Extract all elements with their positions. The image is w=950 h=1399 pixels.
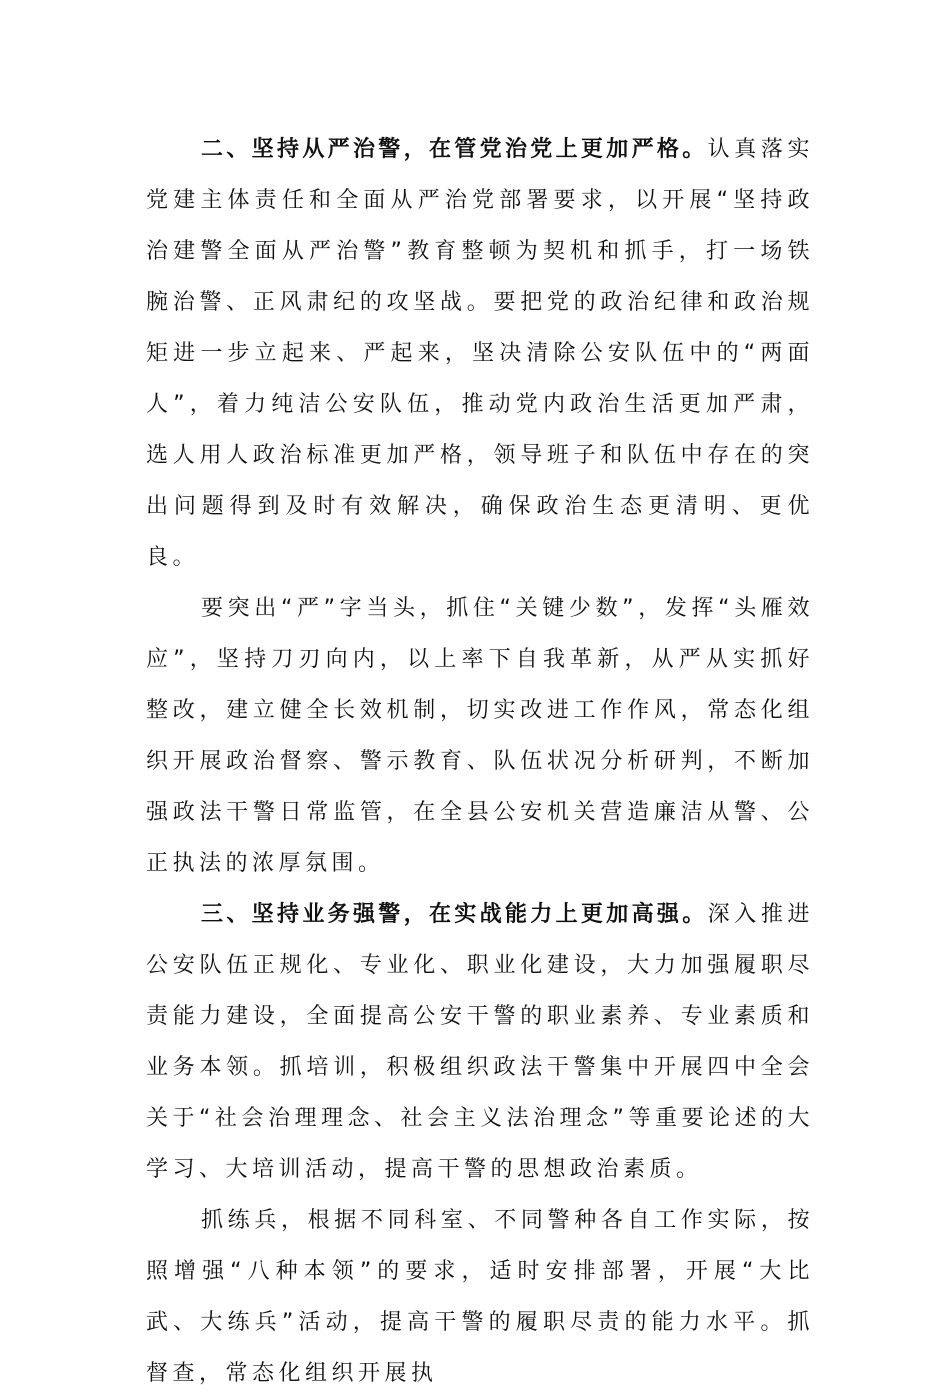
paragraph-section-three xyxy=(146,889,814,1195)
paragraph-text: 抓练兵，根据不同科室、不同警种各自工作实际，按照增强“八种本领”的要求，适时安排部署，开展“大比武、大练兵”活动，提高干警的履职尽责的能力水平。抓督查，常态化组织开展执 xyxy=(146,1208,814,1386)
paragraph-text: 要突出“严”字当头，抓住“关键少数”，发挥“头雁效应”，坚持刀刃向内，以上率下自我革新，从严从实抓好整改，建立健全长效机制，切实改进工作作风，常态化组织开展政治督察、警示教育、队伍状况分析研判，不断加强政法干警日常监管，在全县公安机关营造廉洁从警、公正执法的浓厚氛围。 xyxy=(146,596,814,876)
paragraph-training xyxy=(146,1195,814,1399)
paragraph-text: 认真落实党建主体责任和全面从严治党部署要求，以开展“坚持政治建警全面从严治警”教育整顿为契机和抓手，打一场铁腕治警、正风肃纪的攻坚战。要把党的政治纪律和政治规矩进一步立起来、严起来，坚决清除公安队伍中的“两面人”，着力纯洁公安队伍，推动党内政治生活更加严肃，选人用人政治标准更加严格，领导班子和队伍中存在的突出问题得到及时有效解决，确保政治生态更清明、更优良。 xyxy=(146,137,814,570)
section-heading-two: 二、坚持从严治警，在管党治党上更加严格。 xyxy=(201,137,708,162)
paragraph-text: 深入推进公安队伍正规化、专业化、职业化建设，大力加强履职尽责能力建设，全面提高公安干警的职业素养、专业素质和业务本领。抓培训，积极组织政法干警集中开展四中全会关于“社会治理理念、社会主义法治理念”等重要论述的大学习、大培训活动，提高干警的思想政治素质。 xyxy=(146,902,814,1182)
paragraph-section-two xyxy=(146,124,814,583)
paragraph-strict-discipline xyxy=(146,583,814,889)
section-heading-three: 三、坚持业务强警，在实战能力上更加高强。 xyxy=(201,902,708,927)
document-body xyxy=(146,124,814,1399)
